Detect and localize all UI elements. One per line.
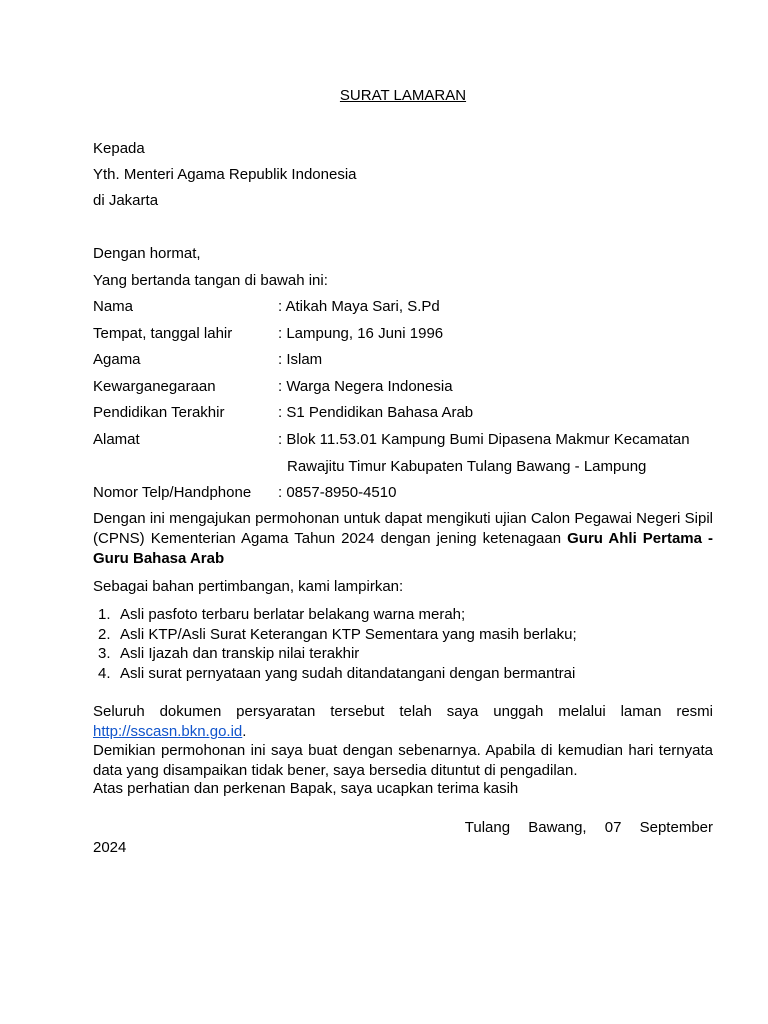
list-text: Asli Ijazah dan transkip nilai terakhir <box>120 645 360 662</box>
list-item <box>93 644 713 664</box>
letter-title: SURAT LAMARAN <box>339 87 467 104</box>
statement-paragraph: Demikian permohonan ini saya buat dengan sebenarnya. Apabila di kemudian hari ternyata data yang disampaikan tidak bener, saya bersedia dituntut di pengadilan. <box>93 742 713 779</box>
sscasn-link[interactable]: http://sscasn.bkn.go.id <box>93 723 243 740</box>
field-value-address: : Blok 11.53.01 Kampung Bumi Dipasena Makmur Kecamatan <box>278 431 690 448</box>
attachments-intro: Sebagai bahan pertimbangan, kami lampirkan: <box>93 578 404 595</box>
list-number: 1. <box>98 606 111 623</box>
list-number: 2. <box>98 625 111 643</box>
recipient-line-3: di Jakarta <box>93 192 159 209</box>
application-position: Guru Ahli Pertama - Guru Bahasa Arab <box>93 530 713 567</box>
field-value-phone: : 0857-8950-4510 <box>278 484 397 501</box>
upload-end: . <box>242 723 247 740</box>
greeting: Dengan hormat, <box>93 245 201 262</box>
upload-paragraph <box>93 702 713 742</box>
list-number: 4. <box>98 664 111 682</box>
field-label-address: Alamat <box>93 431 140 448</box>
place-date-line-2: 2024 <box>93 839 127 856</box>
field-value-citizenship: : Warga Negera Indonesia <box>278 378 453 395</box>
field-value-address-continuation: Rawajitu Timur Kabupaten Tulang Bawang - Lampung <box>287 458 647 475</box>
list-text: Asli KTP/Asli Surat Keterangan KTP Sementara yang masih berlaku; <box>120 625 577 643</box>
list-item <box>93 664 713 684</box>
field-value-religion: : Islam <box>278 351 323 368</box>
field-label-name: Nama <box>93 298 134 315</box>
list-text: Asli surat pernyataan yang sudah ditandatangani dengan bermantrai <box>120 664 576 682</box>
list-text: Asli pasfoto terbaru berlatar belakang warna merah; <box>120 606 466 623</box>
attachments-list <box>93 605 713 683</box>
thanks-line: Atas perhatian dan perkenan Bapak, saya ucapkan terima kasih <box>93 780 519 797</box>
field-label-citizenship: Kewarganegaraan <box>93 378 216 395</box>
list-item <box>93 605 713 625</box>
upload-text: Seluruh dokumen persyaratan tersebut telah saya unggah melalui laman resmi <box>93 703 713 720</box>
place-date-line-1: Tulang Bawang, 07 September <box>464 819 713 836</box>
application-paragraph <box>93 509 713 569</box>
list-number: 3. <box>98 645 111 662</box>
field-value-birth: : Lampung, 16 Juni 1996 <box>278 325 444 342</box>
field-label-birth: Tempat, tanggal lahir <box>93 325 233 342</box>
application-text: Dengan ini mengajukan permohonan untuk dapat mengikuti ujian Calon Pegawai Negeri Sipil (CPNS) Kementerian Agama Tahun 2024 dengan jening ketenagaan <box>93 510 713 547</box>
field-value-education: : S1 Pendidikan Bahasa Arab <box>278 404 474 421</box>
list-item <box>93 625 713 645</box>
recipient-line-2: Yth. Menteri Agama Republik Indonesia <box>93 166 357 183</box>
field-value-name: : Atikah Maya Sari, S.Pd <box>278 298 440 315</box>
field-label-phone: Nomor Telp/Handphone <box>93 484 252 501</box>
field-label-religion: Agama <box>93 351 141 368</box>
field-label-education: Pendidikan Terakhir <box>93 404 225 421</box>
intro-text: Yang bertanda tangan di bawah ini: <box>93 272 328 289</box>
recipient-line-1: Kepada <box>93 140 145 157</box>
